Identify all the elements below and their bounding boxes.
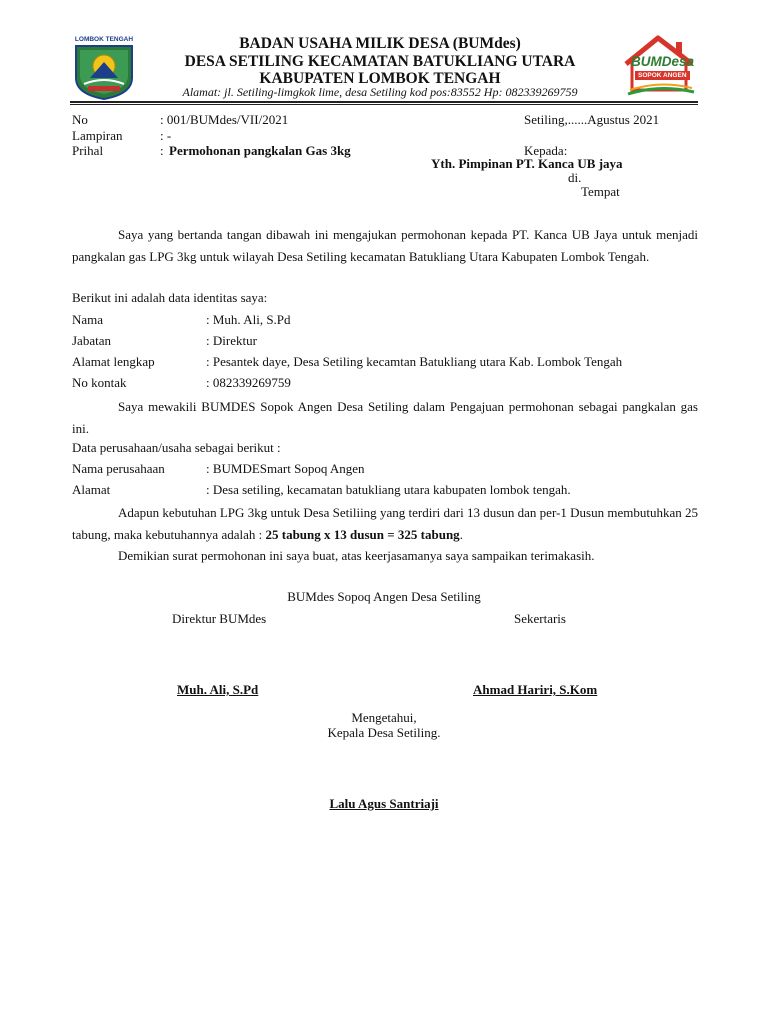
paragraph-3 [72,502,698,545]
identity-value: : Muh. Ali, S.Pd [206,312,291,327]
director-name: Muh. Ali, S.Pd [177,682,259,697]
letterhead-rule-thick [70,101,698,103]
emblem-shield-icon [70,44,138,100]
lampiran-label: Lampiran [72,128,123,143]
secretary-name: Ahmad Hariri, S.Kom [473,682,598,697]
prihal-label: Prihal [72,143,104,158]
village-head-name: Lalu Agus Santriaji [329,796,439,811]
company-value: : Desa setiling, kecamatan batukliang utara kabupaten lombok tengah. [206,482,571,497]
prihal-colon: : [160,143,164,158]
company-intro: Data perusahaan/usaha sebagai berikut : [72,440,281,455]
identity-label: Nama [72,312,104,327]
identity-label: Jabatan [72,333,111,348]
identity-label: No kontak [72,375,127,390]
bumdesa-subtitle: SOPOK ANGEN [635,71,690,80]
paragraph-2: Saya mewakili BUMDES Sopok Angen Desa Setiling dalam Pengajuan permohonan sebagai pangkalan gas ini. [72,399,698,436]
village-head-title: Kepala Desa Setiling. [327,725,441,740]
bumdesa-brand: BUMDesa [631,54,695,69]
company-label: Nama perusahaan [72,461,165,476]
recipient-di: di. [568,170,582,185]
paragraph-3-end: . [459,526,463,542]
identity-intro: Berikut ini adalah data identitas saya: [72,290,268,305]
secretary-title: Sekertaris [514,611,566,626]
recipient-name: Yth. Pimpinan PT. Kanca UB jaya [431,156,623,171]
company-label: Alamat [72,482,111,497]
lombok-tengah-logo [70,36,138,100]
letterhead-line-3: KABUPATEN LOMBOK TENGAH [259,70,501,87]
letterhead-rule-thin [70,104,698,105]
no-label: No [72,112,88,127]
no-value: : 001/BUMdes/VII/2021 [160,112,289,127]
identity-value: : Direktur [206,333,257,348]
known-by: Mengetahui, [351,710,417,725]
lampiran-value: : - [160,128,172,143]
kepada-label: Kepada: [524,143,568,158]
paragraph-1: Saya yang bertanda tangan dibawah ini mengajukan permohonan kepada PT. Kanca UB Jaya untuk menjadi pangkalan gas LPG 3kg untuk wilayah Desa Setiling kecamatan Batukliang Utara Kabupaten Lombok Tengah. [72,227,698,264]
signature-org: BUMdes Sopoq Angen Desa Setiling [287,589,481,604]
identity-label: Alamat lengkap [72,354,155,369]
letterhead-address: Alamat: jl. Setiling-limgkok lime, desa Setiling kod pos:83552 Hp: 082339269759 [182,85,578,99]
bumdesa-logo [620,34,700,96]
company-value: : BUMDESmart Sopoq Angen [206,461,365,476]
recipient-place: Tempat [581,184,620,199]
director-title: Direktur BUMdes [172,611,267,626]
paragraph-3-calculation: 25 tabung x 13 dusun = 325 tabung [265,526,460,542]
identity-value: : Pesantek daye, Desa Setiling kecamtan Batukliang utara Kab. Lombok Tengah [206,354,623,369]
prihal-value: Permohonan pangkalan Gas 3kg [169,143,351,158]
paragraph-4: Demikian surat permohonan ini saya buat, atas keerjasamanya saya sampaikan terimakasih. [118,548,595,563]
identity-value: : 082339269759 [206,375,291,390]
paragraph-3-text: Adapun kebutuhan LPG 3kg untuk Desa Setiliing yang terdiri dari 13 dusun dan per-1 Dusun membutuhkan 25 tabung, maka kebutuhannya adalah : [72,505,698,542]
letterhead-line-1: BADAN USAHA MILIK DESA (BUMdes) [239,35,521,52]
letter-date: Setiling,......Agustus 2021 [524,112,660,127]
letterhead-line-2: DESA SETILING KECAMATAN BATUKLIANG UTARA [184,53,576,70]
logo-label: LOMBOK TENGAH [74,36,134,43]
